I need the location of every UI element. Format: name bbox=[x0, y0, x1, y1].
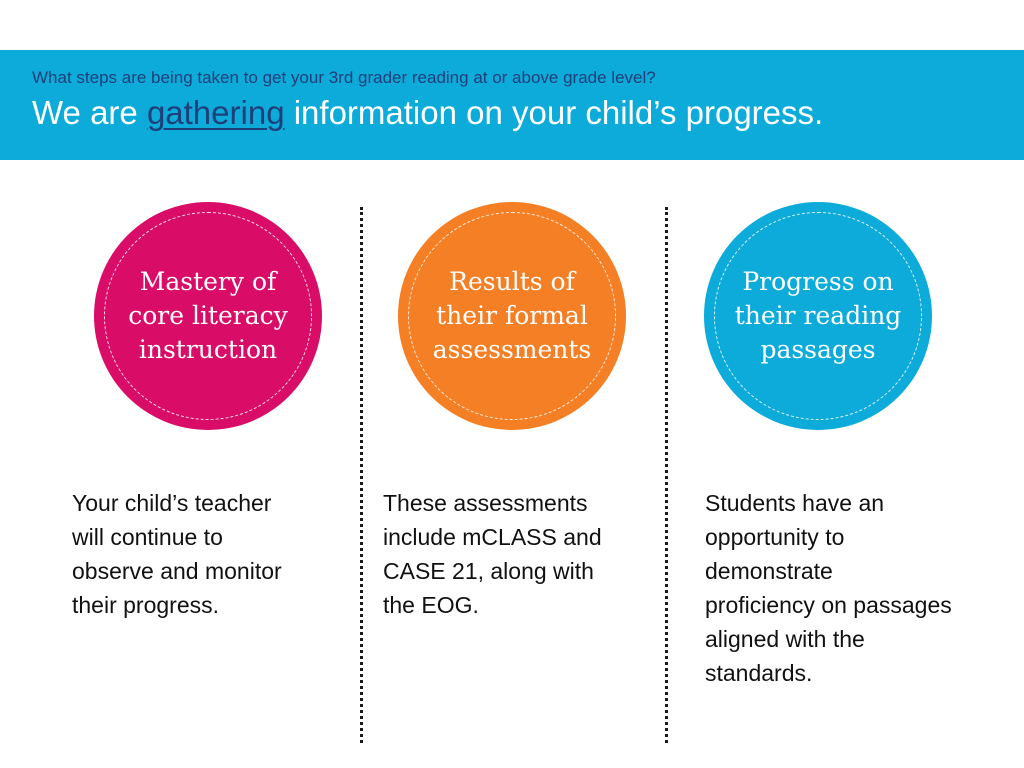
mastery-circle-label: Mastery of core literacy instruction bbox=[128, 267, 288, 364]
mastery-body-text: Your child’s teacher will continue to observe and monitor their progress. bbox=[72, 490, 282, 618]
progress-circle-label: Progress on their reading passages bbox=[734, 267, 902, 364]
header-banner bbox=[0, 50, 1024, 160]
results-circle-label: Results of their formal assessments bbox=[432, 267, 592, 364]
column-divider-2 bbox=[665, 207, 668, 743]
results-body-text: These assessments include mCLASS and CASE 21, along with the EOG. bbox=[383, 490, 602, 618]
header-title bbox=[32, 94, 823, 132]
header-title-pre: We are bbox=[32, 94, 147, 131]
header-question: What steps are being taken to get your 3rd grader reading at or above grade level? bbox=[32, 68, 656, 87]
header-title-post: information on your child’s progress. bbox=[284, 94, 824, 131]
results-circle bbox=[398, 202, 626, 430]
column-divider-1 bbox=[360, 207, 363, 743]
progress-circle bbox=[704, 202, 932, 430]
mastery-circle bbox=[94, 202, 322, 430]
header-title-emphasis: gathering bbox=[146, 94, 285, 131]
progress-body-text: Students have an opportunity to demonstrate proficiency on passages aligned with the standards. bbox=[705, 490, 952, 686]
